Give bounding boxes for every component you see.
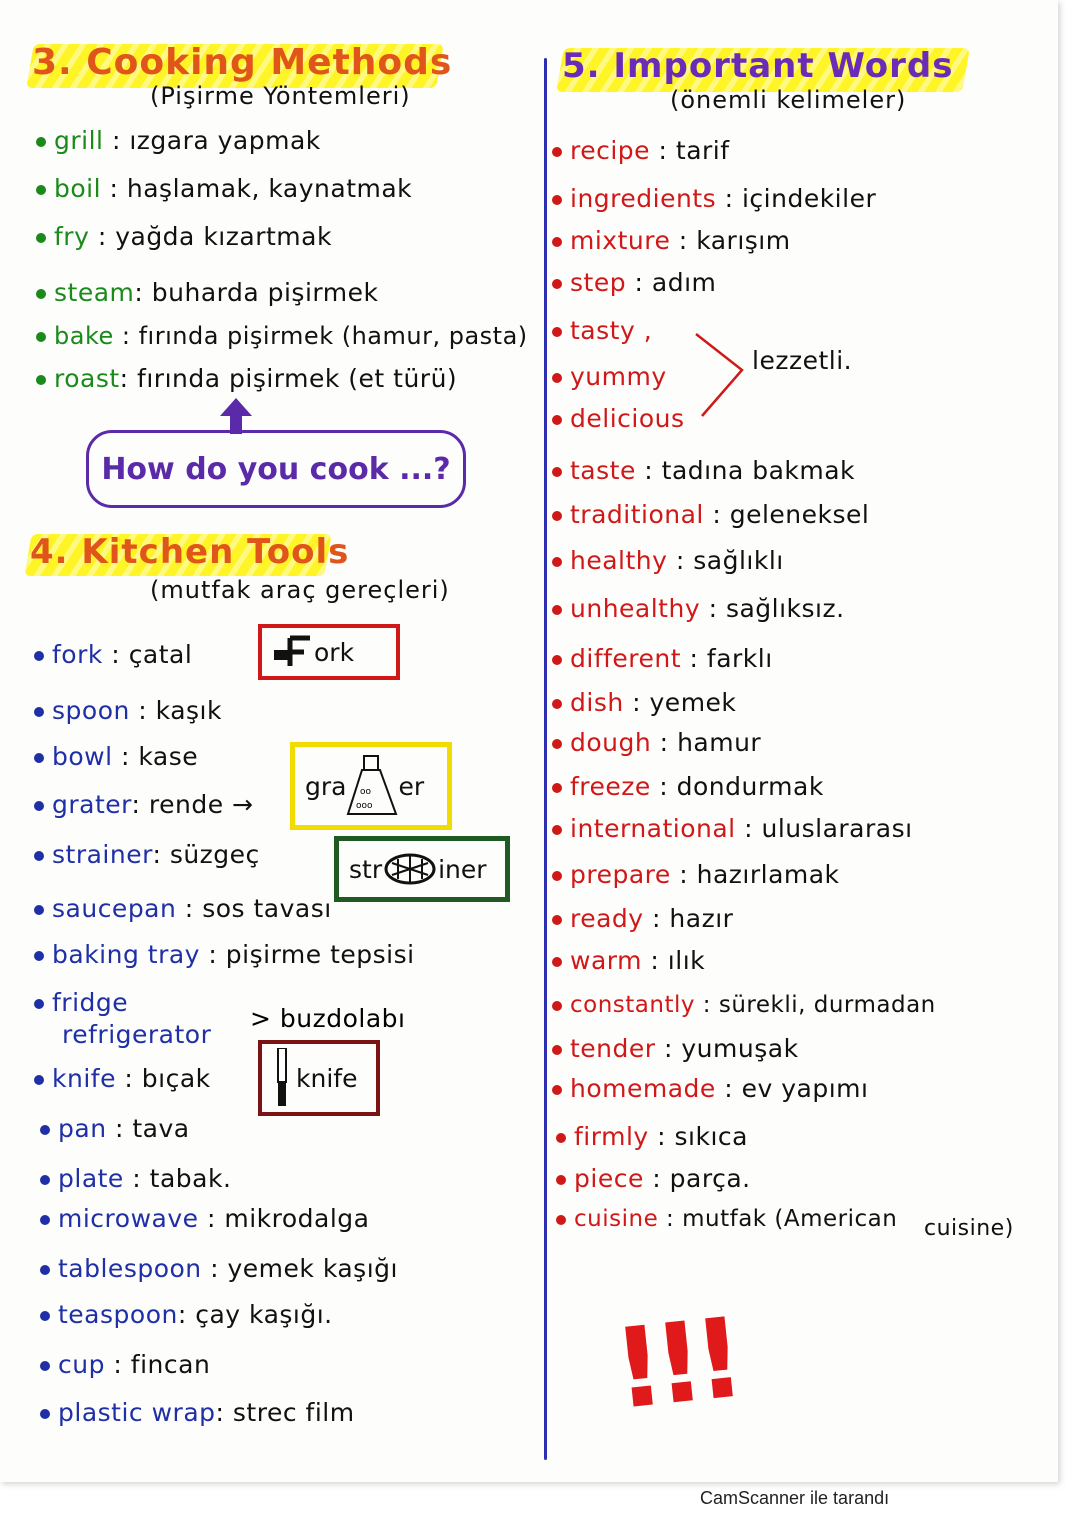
term: taste <box>570 456 636 485</box>
bullet <box>552 415 562 425</box>
separator: : <box>198 1204 225 1233</box>
fork-icon <box>272 632 314 672</box>
bullet <box>552 237 562 247</box>
bullet <box>552 279 562 289</box>
meaning: farklı <box>706 644 773 673</box>
arrow-right-icon: → <box>223 790 254 819</box>
section4-title: 4. Kitchen Tools <box>30 532 350 572</box>
meaning: fırında pişirmek (hamur, pasta) <box>138 322 528 350</box>
svg-text:ooo: ooo <box>356 801 373 811</box>
list-item <box>552 316 652 345</box>
list-item <box>62 1020 211 1049</box>
section5-subtitle: (önemli kelimeler) <box>670 86 907 114</box>
grater-picture <box>290 742 452 830</box>
knife-picture <box>258 1040 380 1116</box>
strainer-icon <box>382 847 438 891</box>
separator: : <box>103 126 130 155</box>
strainer-picture-right: iner <box>438 854 487 884</box>
meaning: geleneksel <box>729 500 870 529</box>
separator: : <box>635 456 662 485</box>
grater-picture-left: gra <box>305 771 347 801</box>
meaning: fincan <box>130 1350 211 1379</box>
grater-picture-right: er <box>398 771 425 801</box>
bullet <box>34 951 44 961</box>
strainer-picture <box>334 836 510 902</box>
meaning: rende <box>148 790 224 819</box>
list-item <box>36 322 528 350</box>
list-item <box>34 940 415 969</box>
bullet <box>556 1215 566 1225</box>
term: roast <box>54 364 120 393</box>
term: tablespoon <box>58 1254 202 1283</box>
separator: : <box>104 1350 131 1379</box>
list-item <box>40 1254 398 1283</box>
list-item <box>34 742 198 771</box>
list-item <box>36 364 457 393</box>
list-item <box>36 174 412 203</box>
bullet <box>36 332 46 342</box>
meaning: karışım <box>696 226 791 255</box>
separator: : <box>201 1254 228 1283</box>
bullet <box>552 605 562 615</box>
meaning: bıçak <box>141 1064 211 1093</box>
term: steam <box>54 278 135 307</box>
meaning: tava <box>132 1114 190 1143</box>
meaning: sos tavası <box>202 894 332 923</box>
term: unhealthy <box>570 594 701 623</box>
term: mixture <box>570 226 671 255</box>
meaning: kaşık <box>155 696 222 725</box>
meaning: strec film <box>232 1398 355 1427</box>
separator: : <box>715 1074 742 1103</box>
term: cup <box>58 1350 105 1379</box>
list-item <box>556 1122 748 1151</box>
list-item <box>40 1398 355 1427</box>
term: different <box>570 644 682 673</box>
list-item <box>552 946 705 975</box>
list-item <box>34 790 254 819</box>
list-item <box>552 772 824 801</box>
section4-subtitle: (mutfak araç gereçleri) <box>150 576 450 604</box>
term: refrigerator <box>62 1020 212 1049</box>
svg-text:oo: oo <box>360 787 372 797</box>
separator: : <box>215 1398 233 1427</box>
bullet <box>552 699 562 709</box>
term: knife <box>52 1064 116 1093</box>
meaning: çay kaşığı. <box>195 1300 333 1329</box>
meaning: mikrodalga <box>224 1204 370 1233</box>
section3-title: 3. Cooking Methods <box>32 42 453 83</box>
list-item <box>552 814 913 843</box>
meaning: fırında pişirmek (et türü) <box>137 364 458 393</box>
term: bake <box>54 322 114 350</box>
bullet <box>552 511 562 521</box>
separator: : <box>115 1064 142 1093</box>
knife-picture-text: knife <box>296 1063 358 1093</box>
separator: : <box>131 790 149 819</box>
list-item <box>34 696 222 725</box>
strainer-picture-left: str <box>349 854 383 884</box>
separator: : <box>641 946 668 975</box>
list-item <box>34 1064 211 1093</box>
list-item <box>552 456 855 485</box>
bullet <box>34 651 44 661</box>
separator: : <box>101 174 127 203</box>
term: step <box>570 268 627 297</box>
term: healthy <box>570 546 668 575</box>
term: piece <box>574 1164 644 1193</box>
list-item <box>40 1350 210 1379</box>
list-item <box>552 362 667 391</box>
meaning: haşlamak, kaynatmak <box>126 174 413 203</box>
list-item <box>552 644 773 673</box>
term: international <box>570 814 736 843</box>
term: grater <box>52 790 132 819</box>
meaning: mutfak (American <box>682 1206 898 1232</box>
list-item <box>552 500 869 529</box>
meaning: adım <box>651 268 717 297</box>
callout-text: How do you cook ...? <box>101 451 451 487</box>
list-item <box>40 1164 231 1193</box>
meaning: pişirme tepsisi <box>225 940 415 969</box>
bullet <box>36 233 46 243</box>
separator: : <box>700 594 726 623</box>
cuisine-tail: cuisine) <box>924 1216 1014 1241</box>
term: tasty <box>570 316 636 345</box>
separator: : <box>650 772 677 801</box>
separator: : <box>89 222 116 251</box>
bullet <box>556 1175 566 1185</box>
term: saucepan <box>52 894 177 923</box>
separator: : <box>623 688 650 717</box>
list-item <box>552 992 936 1018</box>
separator: : <box>112 742 139 771</box>
separator: : <box>655 1034 682 1063</box>
separator: : <box>735 814 762 843</box>
list-item <box>36 278 378 307</box>
meaning: sürekli, durmadan <box>718 992 936 1018</box>
list-item <box>552 268 716 297</box>
term: yummy <box>570 362 667 391</box>
term: tender <box>570 1034 656 1063</box>
bullet <box>40 1175 50 1185</box>
bullet <box>552 739 562 749</box>
meaning: yağda kızartmak <box>115 222 332 251</box>
list-item <box>40 1114 190 1143</box>
meaning: sıkıca <box>674 1122 748 1151</box>
list-item <box>552 136 730 165</box>
bullet <box>556 1133 566 1143</box>
list-item <box>36 126 321 155</box>
bullet <box>34 707 44 717</box>
list-item <box>36 222 332 251</box>
separator: : <box>703 500 730 529</box>
term: strainer <box>52 840 153 869</box>
term: warm <box>570 946 642 975</box>
bullet <box>36 185 46 195</box>
term: teaspoon <box>58 1300 178 1329</box>
list-item <box>556 1206 897 1232</box>
bullet <box>36 375 46 385</box>
meaning: parça. <box>669 1164 751 1193</box>
term: freeze <box>570 772 651 801</box>
separator: : <box>650 136 676 165</box>
meaning: sağlıksız. <box>725 594 845 623</box>
separator: : <box>667 546 694 575</box>
separator: : <box>119 364 138 393</box>
bullet <box>40 1409 50 1419</box>
term: homemade <box>570 1074 716 1103</box>
term: pan <box>58 1114 107 1143</box>
list-item <box>552 404 685 433</box>
separator: : <box>626 268 652 297</box>
separator: : <box>177 1300 196 1329</box>
list-item <box>40 1204 369 1233</box>
term: spoon <box>52 696 130 725</box>
meaning: tarif <box>675 136 730 165</box>
bullet <box>40 1361 50 1371</box>
fork-picture-text: ork <box>314 637 355 667</box>
meaning: ılık <box>667 946 706 975</box>
term: prepare <box>570 860 671 889</box>
meaning: süzgeç <box>169 840 260 869</box>
separator: : <box>681 644 707 673</box>
separator: : <box>176 894 203 923</box>
list-item <box>552 860 840 889</box>
term: recipe <box>570 136 651 165</box>
meaning: dondurmak <box>676 772 824 801</box>
bullet <box>552 327 562 337</box>
meaning: ev yapımı <box>741 1074 869 1103</box>
bullet <box>552 467 562 477</box>
meaning: yumuşak <box>681 1034 799 1063</box>
bullet <box>40 1215 50 1225</box>
meaning: çatal <box>128 640 193 669</box>
bullet <box>40 1265 50 1275</box>
bullet <box>34 999 44 1009</box>
separator: : <box>643 904 670 933</box>
bullet <box>552 1085 562 1095</box>
bullet <box>36 289 46 299</box>
meaning: tadına bakmak <box>661 456 856 485</box>
list-item <box>34 988 128 1017</box>
separator: : <box>129 696 156 725</box>
list-item <box>34 840 260 869</box>
separator: : <box>123 1164 150 1193</box>
separator: : <box>658 1206 683 1232</box>
meaning: içindekiler <box>741 184 877 213</box>
list-item <box>552 184 876 213</box>
grater-icon <box>346 754 398 818</box>
list-item <box>552 688 736 717</box>
list-item <box>552 728 761 757</box>
bullet <box>552 783 562 793</box>
bullet <box>552 655 562 665</box>
list-item <box>552 1074 868 1103</box>
bullet <box>552 195 562 205</box>
bullet <box>34 801 44 811</box>
bullet <box>36 137 46 147</box>
bullet <box>552 871 562 881</box>
bullet <box>552 1045 562 1055</box>
list-item <box>552 546 784 575</box>
bullet <box>40 1125 50 1135</box>
bullet <box>552 147 562 157</box>
section5-title: 5. Important Words <box>562 46 954 86</box>
meaning: buharda pişirmek <box>151 278 379 307</box>
meaning: yemek <box>649 688 737 717</box>
list-item <box>34 894 332 923</box>
bullet <box>552 1001 562 1011</box>
bullet <box>552 557 562 567</box>
list-item <box>552 1034 799 1063</box>
separator: : <box>102 640 129 669</box>
list-item <box>556 1164 751 1193</box>
bracket-icon <box>692 330 748 422</box>
knife-icon <box>272 1048 292 1108</box>
bullet <box>34 905 44 915</box>
separator: , <box>635 316 653 345</box>
term: constantly <box>570 992 695 1018</box>
term: bowl <box>52 742 113 771</box>
term: fork <box>52 640 103 669</box>
bullet <box>40 1311 50 1321</box>
term: boil <box>54 174 102 203</box>
separator: : <box>716 184 742 213</box>
term: fridge <box>52 988 129 1017</box>
bullet <box>34 753 44 763</box>
term: grill <box>54 126 104 155</box>
list-item <box>552 904 733 933</box>
meaning: hazır <box>669 904 734 933</box>
meaning: sağlıklı <box>693 546 784 575</box>
section3-subtitle: (Pişirme Yöntemleri) <box>150 82 411 110</box>
separator: : <box>106 1114 133 1143</box>
meaning: hazırlamak <box>696 860 840 889</box>
meaning: kase <box>138 742 199 771</box>
term: traditional <box>570 500 704 529</box>
scanner-watermark: CamScanner ile tarandı <box>700 1488 890 1508</box>
meaning: yemek kaşığı <box>227 1254 398 1283</box>
separator: : <box>670 860 697 889</box>
meaning: hamur <box>677 728 762 757</box>
separator: : <box>113 322 139 350</box>
term: dish <box>570 688 624 717</box>
list-item <box>552 226 791 255</box>
separator: : <box>648 1122 675 1151</box>
meaning: uluslararası <box>761 814 913 843</box>
meaning: tabak. <box>149 1164 232 1193</box>
group-meaning: lezzetli. <box>752 346 853 375</box>
bullet <box>34 851 44 861</box>
separator: : <box>651 728 678 757</box>
separator: : <box>643 1164 670 1193</box>
callout-cloud <box>86 430 466 508</box>
bullet <box>552 825 562 835</box>
separator: : <box>199 940 226 969</box>
term: delicious <box>570 404 685 433</box>
bullet <box>34 1075 44 1085</box>
term: firmly <box>574 1122 649 1151</box>
list-item <box>40 1300 333 1329</box>
term: ingredients <box>570 184 717 213</box>
term: fry <box>54 222 90 251</box>
separator: : <box>134 278 152 307</box>
meaning: ızgara yapmak <box>129 126 321 155</box>
term: microwave <box>58 1204 199 1233</box>
exclamation-marks: !!! <box>607 1294 741 1434</box>
list-item <box>34 640 192 669</box>
term: dough <box>570 728 652 757</box>
bullet <box>552 915 562 925</box>
separator: : <box>670 226 697 255</box>
fridge-meaning: > buzdolabı <box>250 1004 406 1033</box>
term: plate <box>58 1164 124 1193</box>
separator: : <box>695 992 719 1018</box>
term: plastic wrap <box>58 1398 216 1427</box>
fork-picture <box>258 624 400 680</box>
term: cuisine <box>574 1206 659 1232</box>
separator: : <box>152 840 170 869</box>
column-divider <box>544 58 547 1460</box>
list-item <box>552 594 845 623</box>
term: ready <box>570 904 644 933</box>
bullet <box>552 957 562 967</box>
term: baking tray <box>52 940 200 969</box>
bullet <box>552 373 562 383</box>
